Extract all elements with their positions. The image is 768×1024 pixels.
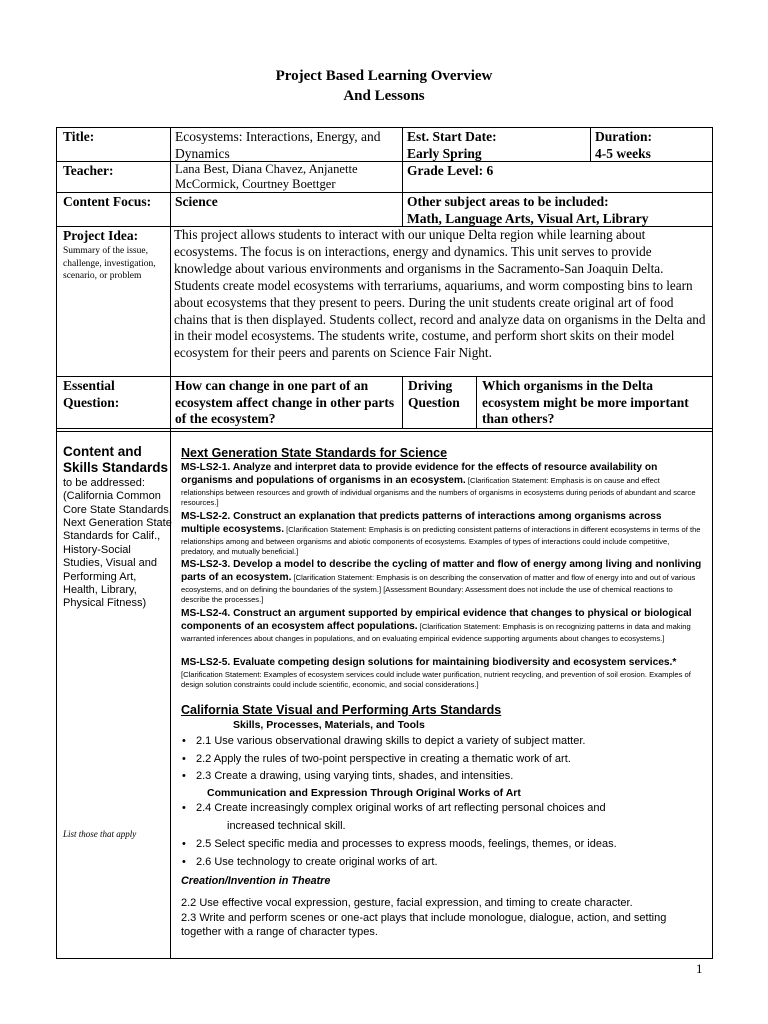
teacher-label: Teacher: [63,163,114,178]
bullet-text: 2.3 Create a drawing, using varying tints, shades, and intensities. [196,770,514,782]
arts-bullet [182,753,571,766]
arts-subhead-skills: Skills, Processes, Materials, and Tools [233,719,425,731]
standard-ms-ls2-5 [181,657,703,690]
ngss-title: Next Generation State Standards for Science [181,446,448,460]
bullet-dot: • [182,770,186,782]
bullet-dot: • [182,802,186,814]
driving-question-value: Which organisms in the Delta ecosystem might be more important than others? [482,378,689,426]
standard-code: MS-LS2-3. Develop a model to describe the cycling of matter and flow of energy among living and nonliving parts of an ecosystem. [181,559,702,583]
project-idea-sublabel: Summary of the issue, challenge, investigation, scenario, or problem [63,246,156,281]
arts-bullet [182,856,438,869]
row-divider [56,376,713,377]
bullet-text: 2.2 Apply the rules of two-point perspective in creating a thematic work of art. [196,753,571,765]
column-divider [476,376,477,428]
standard-ms-ls2-4 [181,608,703,644]
project-idea-label: Project Idea: [63,228,139,243]
document-title [0,66,734,106]
column-divider [402,127,403,226]
start-date-value: Early Spring [407,145,482,161]
arts-subhead-communication: Communication and Expression Through Original Works of Art [207,787,521,799]
theatre-standard-2-2: 2.2 Use effective vocal expression, gesture, facial expression, and timing to create character. [181,897,633,909]
column-divider [402,376,403,428]
standard-code: MS-LS2-2. Construct an explanation that predicts patterns of interactions among organisms across multiple ecosystems. [181,511,662,535]
title-label: Title: [63,129,95,144]
bullet-dot: • [182,753,186,765]
standard-clarification: [Clarification Statement: Emphasis is on predicting consistent patterns of interactions in different ecosystems in terms of the relationships among and between organisms and abiotic components of ecosystems. Examples of types of interactions could include competitive, predatory, and mutually beneficial.] [181,524,701,556]
list-note: List those that apply [63,829,137,839]
content-focus-value: Science [175,194,218,209]
row-divider [56,431,713,432]
standard-ms-ls2-3 [181,559,703,605]
content-skills-detail: (California Common Core State Standards, Next Generation State Standards for Calif., History-Social Studies, Visual and Performing Art, Health, Library, Physical Fitness) [63,490,172,610]
arts-standards-title: California State Visual and Performing Arts Standards [181,703,502,717]
driving-question-label: Driving Question [408,378,460,410]
column-divider [590,127,591,161]
standard-clarification: [Clarification Statement: Examples of ecosystem services could include water purification, nutrient recycling, and prevention of soil erosion. Examples of design solution constraints could include scientific, economic, and social considerations.] [181,669,691,689]
start-date-label: Est. Start Date: [407,129,497,144]
row-divider [56,428,713,429]
arts-bullet [182,735,585,748]
duration-value: 4-5 weeks [595,145,651,161]
bullet-text: 2.6 Use technology to create original works of art. [196,856,438,868]
teacher-value: Lana Best, Diana Chavez, Anjanette McCormick, Courtney Boettger [175,162,358,191]
content-focus-label: Content Focus: [63,194,152,209]
standard-ms-ls2-2 [181,511,703,557]
grade-level: Grade Level: 6 [407,163,494,178]
document-title-line1: Project Based Learning Overview [275,68,493,84]
row-divider [56,192,713,193]
standard-code: MS-LS2-5. Evaluate competing design solutions for maintaining biodiversity and ecosystem services.* [181,657,677,668]
other-subjects-value: Math, Language Arts, Visual Art, Library [407,210,649,226]
bullet-dot: • [182,856,186,868]
content-skills-title: Content and Skills Standards [63,444,169,476]
other-subjects-label: Other subject areas to be included: [407,194,609,209]
theatre-standard-2-3: 2.3 Write and perform scenes or one-act plays that include monologue, dialogue, action, and setting together with a range of character types. [181,912,667,938]
standard-clarification: [Clarification Statement: Emphasis is on cause and effect relationships between resources and growth of individual organisms and the numbers of organisms in ecosystems during periods of abundant and scarce resources.] [181,475,696,507]
theatre-heading: Creation/Invention in Theatre [181,875,331,887]
bullet-text: 2.4 Create increasingly complex original works of art reflecting personal choices and [196,802,606,814]
arts-bullet [182,838,617,851]
bullet-text: 2.1 Use various observational drawing skills to depict a variety of subject matter. [196,735,586,747]
content-skills-suffix: to be addressed: [63,476,145,489]
arts-bullet [182,770,513,783]
standard-clarification: [Clarification Statement: Emphasis is on recognizing patterns in data and making warranted inferences about changes in populations, and on evaluating empirical evidence supporting arguments about changes to ecosystems.] [181,621,691,643]
title-value: Ecosystems: Interactions, Energy, and Dynamics [175,129,381,161]
bullet-dot: • [182,735,186,747]
standard-clarification: [Clarification Statement: Emphasis is on describing the conservation of matter and flow of energy into and out of various ecosystems, and on defining the boundaries of the system.] [Assessment Boundary: Assessment does not include the use of chemical reactions to describe the processes.] [181,572,696,604]
page-number: 1 [696,961,703,976]
essential-question-label: Essential Question: [63,378,120,410]
standard-code: MS-LS2-4. Construct an argument supported by empirical evidence that changes to physical or biological components of an ecosystem affect populations. [181,608,692,632]
arts-bullet-continuation: increased technical skill. [227,820,346,832]
document-title-line2: And Lessons [343,88,425,104]
bullet-text: 2.5 Select specific media and processes to express moods, feelings, themes, or ideas. [196,838,617,850]
standard-ms-ls2-1 [181,462,703,508]
duration-label: Duration: [595,129,652,144]
essential-question-value: How can change in one part of an ecosystem affect change in other parts of the ecosystem? [175,378,395,426]
standard-code: MS-LS2-1. Analyze and interpret data to provide evidence for the effects of resource availability on organisms and populations of organisms in an ecosystem. [181,462,658,486]
content-skills-heading [63,444,173,611]
bullet-dot: • [182,838,186,850]
arts-bullet [182,802,606,815]
project-idea-text: This project allows students to interact with our unique Delta region while learning about ecosystems. The focus is on interactions, energy and dynamics. This unit serves to provide knowledge about various environments and organisms in the Sacramento-San Joaquin Delta. Students create model ecosystems with terrariums, aquariums, and worm composting bins to learn about ecosystems that they present to peers. During the unit students create original art of food chains that is then displayed. Students collect, record and analyze data on organisms in the Delta and in their model ecosystems. The students write, costume, and perform short skits on their model ecosystem for their peers and parents on Science Fair Night. [174,227,706,361]
